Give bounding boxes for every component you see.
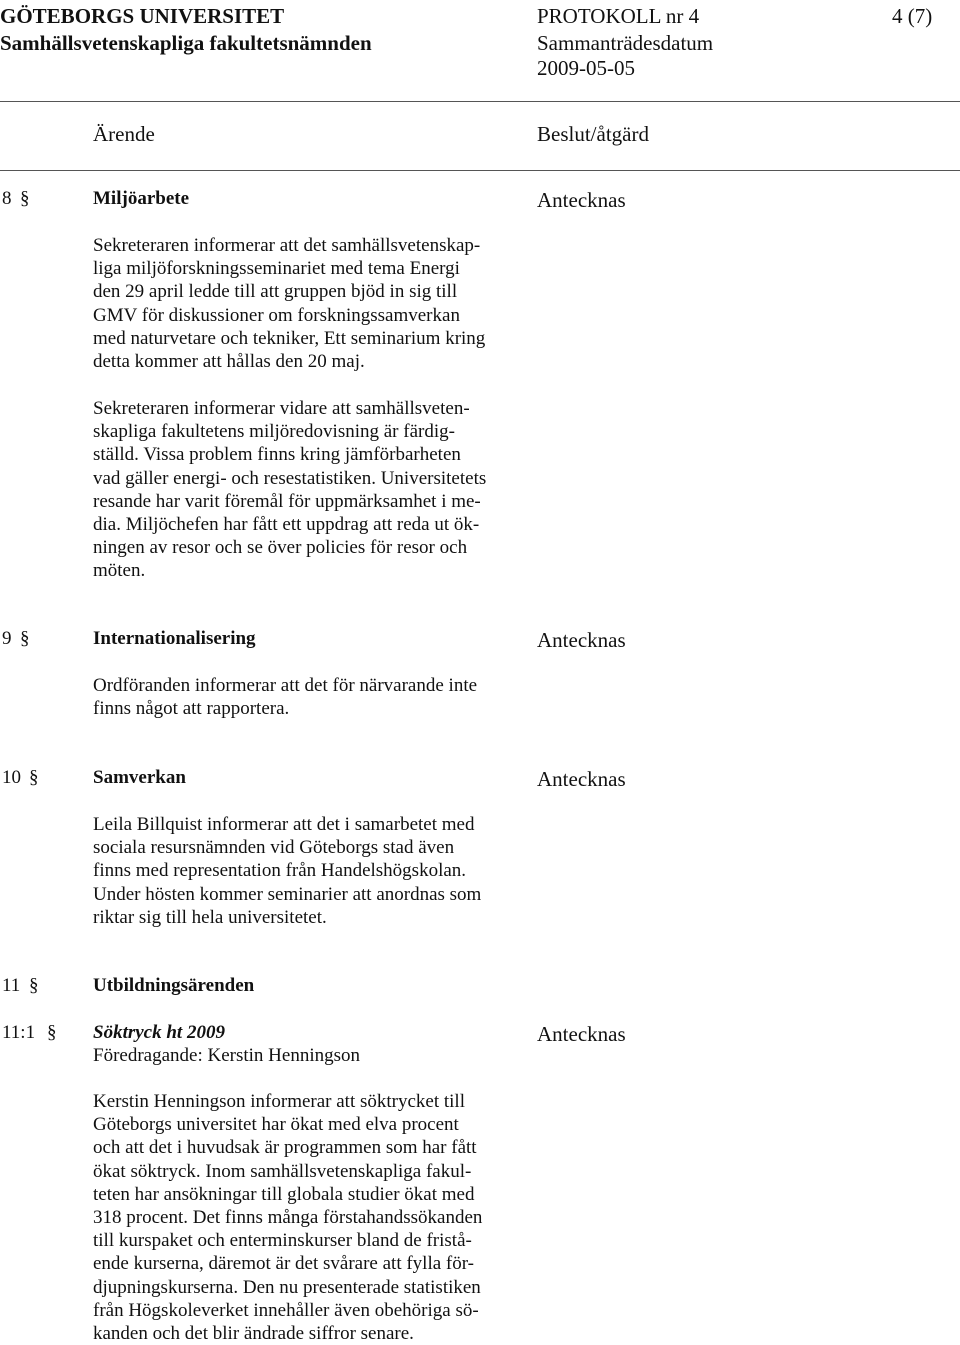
item-paragraph xyxy=(93,234,533,373)
item-presenter: Föredragande: Kerstin Henningson xyxy=(93,1045,360,1066)
text-line: riktar sig till hela universitetet. xyxy=(93,906,327,928)
text-line: liga miljöforskningsseminariet med tema Energi xyxy=(93,258,460,280)
text-line: Sekreteraren informerar vidare att samhällsveten- xyxy=(93,398,470,419)
item-number: 11:1 xyxy=(2,1022,36,1043)
text-line: 318 procent. Det finns många förstahandssökanden xyxy=(93,1206,483,1228)
meeting-date: 2009-05-05 xyxy=(537,56,635,80)
text-line: möten. xyxy=(93,560,146,582)
faculty-name: Samhällsvetenskapliga fakultetsnämnden xyxy=(0,31,372,55)
text-line: den 29 april ledde till att gruppen bjöd in sig till xyxy=(93,281,458,303)
item-decision: Antecknas xyxy=(537,188,626,212)
section-sign: § xyxy=(29,975,39,996)
text-line: Sekreteraren informerar att det samhällsvetenskap- xyxy=(93,235,481,256)
item-paragraph xyxy=(93,1090,533,1345)
item-title: Utbildningsärenden xyxy=(93,975,255,996)
text-line: med naturvetare och tekniker, Ett seminarium kring xyxy=(93,327,486,349)
text-line: Under hösten kommer seminarier att anordnas som xyxy=(93,883,482,905)
text-line: kanden och det blir ändrade siffror senare. xyxy=(93,1322,414,1344)
text-line: dia. Miljöchefen har fått ett uppdrag att reda ut ök- xyxy=(93,513,480,535)
item-title: Internationalisering xyxy=(93,628,256,649)
header-divider xyxy=(0,101,960,102)
meeting-date-label: Sammanträdesdatum xyxy=(537,31,714,55)
section-sign: § xyxy=(47,1022,57,1043)
item-number: 11 xyxy=(2,975,21,996)
section-sign: § xyxy=(20,628,30,649)
text-line: till kurspaket och enterminskurser bland de fristå- xyxy=(93,1230,472,1252)
item-decision: Antecknas xyxy=(537,767,626,791)
text-line: detta kommer att hållas den 20 maj. xyxy=(93,350,365,372)
item-number: 10 xyxy=(2,767,21,788)
text-line: ställd. Vissa problem finns kring jämförbarheten xyxy=(93,444,461,466)
item-paragraph xyxy=(93,397,533,583)
item-paragraph xyxy=(93,813,533,929)
section-sign: § xyxy=(20,188,30,209)
item-number: 9 xyxy=(2,628,12,649)
text-line: teten har ansökningar till globala studier ökat med xyxy=(93,1183,475,1205)
text-line: ningen av resor och se över policies för resor och xyxy=(93,537,468,559)
text-line: Leila Billquist informerar att det i samarbetet med xyxy=(93,814,475,835)
text-line: finns något att rapportera. xyxy=(93,698,290,720)
column-heading-matter: Ärende xyxy=(93,122,155,146)
university-name: GÖTEBORGS UNIVERSITET xyxy=(0,4,285,28)
text-line: djupningskurserna. Den nu presenterade statistiken xyxy=(93,1276,481,1298)
item-number: 8 xyxy=(2,188,12,209)
item-decision: Antecknas xyxy=(537,628,626,652)
text-line: finns med representation från Handelshögskolan. xyxy=(93,860,467,882)
text-line: vad gäller energi- och resestatistiken. Universitetets xyxy=(93,467,487,489)
item-title: Miljöarbete xyxy=(93,188,190,209)
text-line: och att det i huvudsak är programmen som har fått xyxy=(93,1137,477,1159)
text-line: från Högskoleverket innehåller även obehöriga sö- xyxy=(93,1299,479,1321)
text-line: Göteborgs universitet har ökat med elva procent xyxy=(93,1114,459,1136)
item-title: Söktryck ht 2009 xyxy=(93,1022,225,1043)
item-title: Samverkan xyxy=(93,767,186,788)
column-heading-decision: Beslut/åtgärd xyxy=(537,122,649,146)
item-paragraph xyxy=(93,674,533,720)
text-line: resande har varit föremål för uppmärksamhet i me- xyxy=(93,490,481,512)
column-heading-divider xyxy=(0,170,960,171)
item-decision: Antecknas xyxy=(537,1022,626,1046)
text-line: GMV för diskussioner om forskningssamverkan xyxy=(93,304,460,326)
text-line: ökat söktryck. Inom samhällsvetenskapliga fakul- xyxy=(93,1160,472,1182)
section-sign: § xyxy=(29,767,39,788)
text-line: sociala resursnämnden vid Göteborgs stad även xyxy=(93,837,455,859)
protocol-number: PROTOKOLL nr 4 xyxy=(537,4,700,28)
text-line: skapliga fakultetens miljöredovisning är färdig- xyxy=(93,421,455,443)
page-number: 4 (7) xyxy=(892,4,933,28)
text-line: Kerstin Henningson informerar att söktrycket till xyxy=(93,1091,465,1112)
text-line: ende kurserna, däremot är det svårare att fylla för- xyxy=(93,1253,475,1275)
text-line: Ordföranden informerar att det för närvarande inte xyxy=(93,675,478,696)
